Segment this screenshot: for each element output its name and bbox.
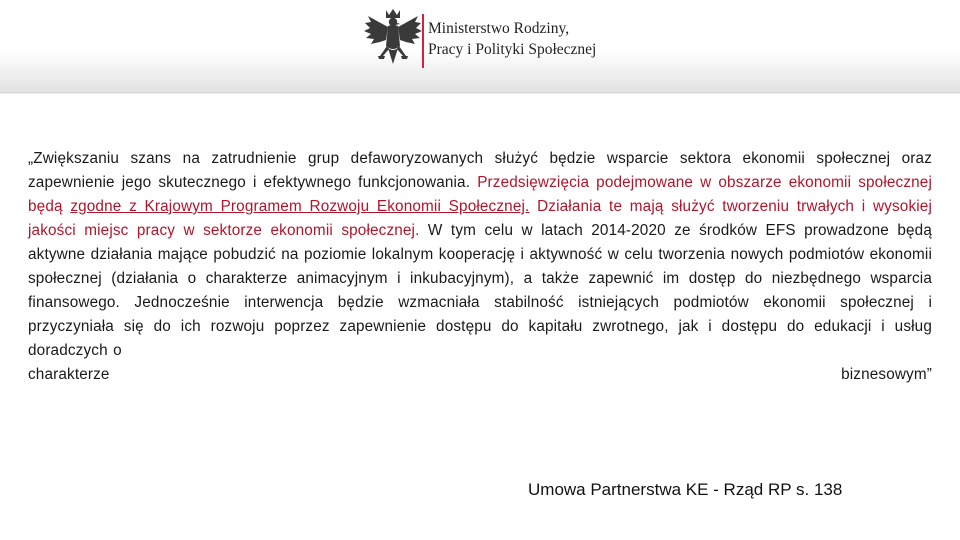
polish-eagle-emblem-icon [362, 6, 424, 72]
quote-paragraph [28, 147, 932, 387]
ministry-name-line1: Ministerstwo Rodziny, [428, 20, 570, 37]
quote-last-word-left: charakterze [28, 366, 110, 383]
quote-highlight-1: Przedsięwzięcia podejmowane w obszarze ekonomii społecznej będą [28, 174, 932, 215]
quote-text-body: W tym celu w latach 2014-2020 ze środków EFS prowadzone będą aktywne działania mające pobudzić na poziomie lokalnym kooperację i aktywność w celu tworzenia nowych podmiotów ekonomii społecznej (działania o charakterze animacyjnym i inkubacyjnym), a także zapewnić im dostęp do niezbędnego wsparcia finansowego. Jednocześnie interwencja będzie wzmacniała stabilność istniejących podmiotów ekonomii społecznej i przyczyniała się do ich rozwoju poprzez zapewnienie dostępu do kapitału zwrotnego, jak i dostępu do edukacji i usług doradczych o [28, 222, 932, 359]
header-divider [0, 92, 960, 94]
source-citation: Umowa Partnerstwa KE - Rząd RP s. 138 [528, 480, 843, 499]
ministry-name [428, 18, 596, 60]
quote-text-intro: „Zwiększaniu szans na zatrudnienie grup defaworyzowanych służyć będzie wsparcie sektora ekonomii społecznej oraz zapewnienie jego skutecznego i efektywnego funkcjonowania. [28, 150, 932, 191]
ministry-name-line2: Pracy i Polityki Społecznej [428, 41, 597, 58]
quote-last-line [28, 363, 932, 387]
quote-highlight-underlined: zgodne z Krajowym Programem Rozwoju Ekonomii Społecznej. [70, 198, 530, 215]
quote-highlight-2: Działania te mają służyć tworzeniu trwałych i wysokiej jakości miejsc pracy w sektorze ekonomii społecznej. [28, 198, 932, 239]
header-accent-line [422, 14, 424, 68]
quote-last-word-right: biznesowym” [841, 366, 932, 383]
